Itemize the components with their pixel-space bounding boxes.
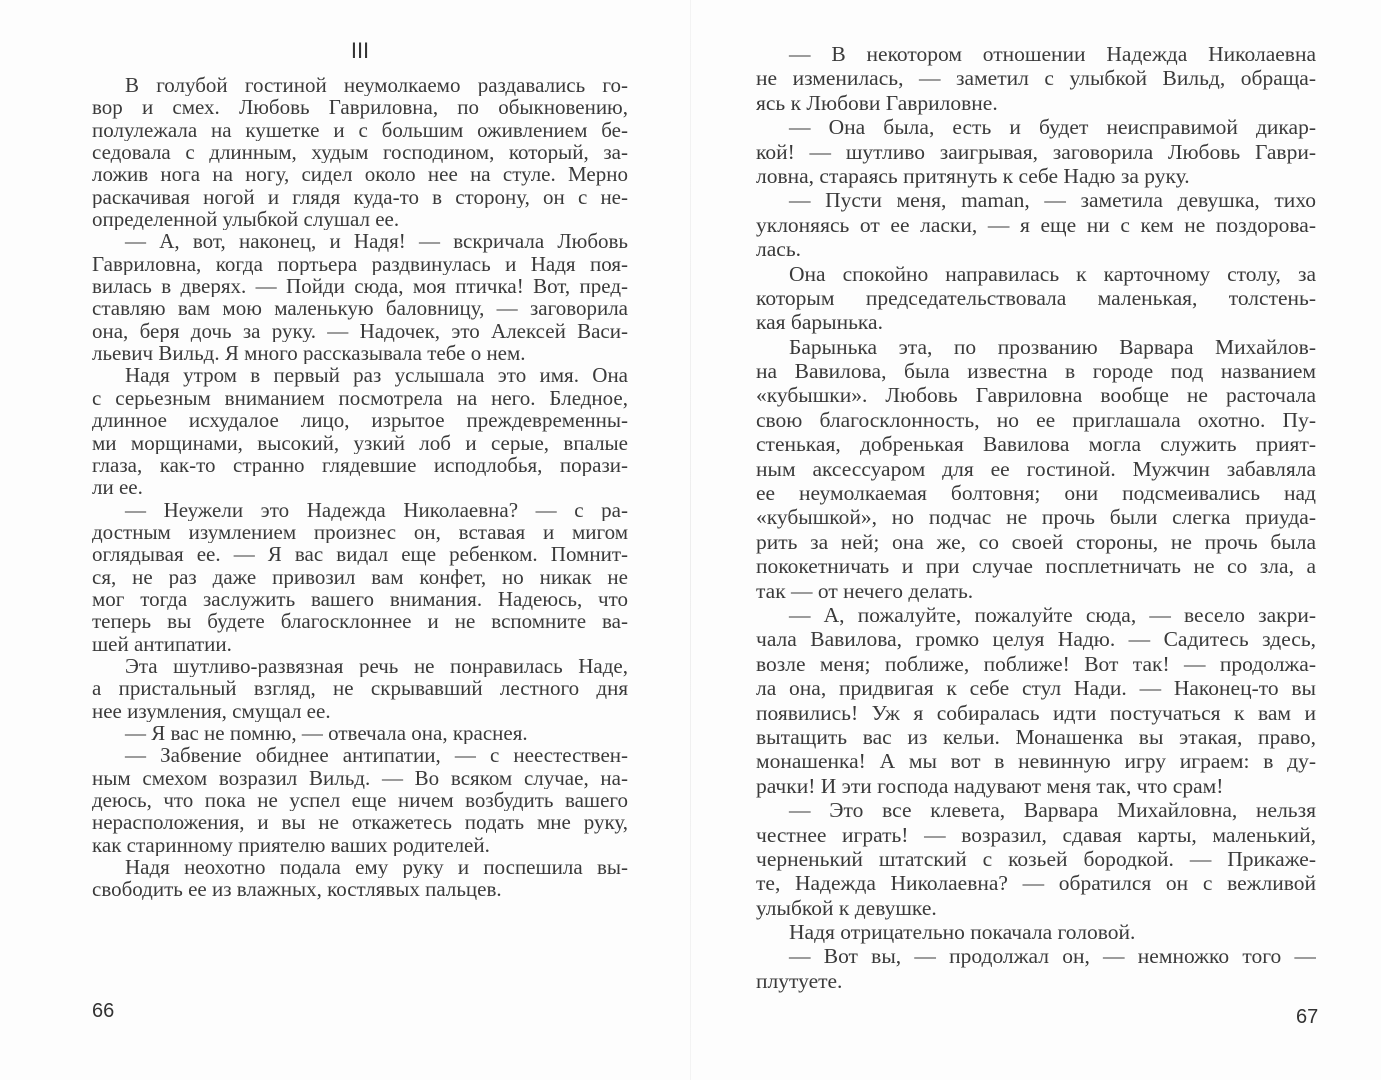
paragraph (756, 262, 1316, 335)
text-line: возле меня; поближе, поближе! Вот так! — продолжа- (756, 651, 1316, 676)
text-line: которым председательствовала маленькая, толстень- (756, 285, 1316, 310)
text-line: глаза, как-то странно глядевшие исподлобья, порази- (92, 453, 628, 477)
text-line: пококетничать и при случае посплетничать не со зла, а (756, 554, 1316, 579)
book-gutter (690, 0, 691, 1080)
text-line: достным изумлением произнес он, вставая и мигом (92, 520, 628, 544)
text-line: «кубышки». Любовь Гавриловна вообще не расточала (756, 383, 1316, 408)
paragraph (756, 603, 1316, 798)
paragraph (92, 230, 628, 364)
text-line: ловна, стараясь притянуть к себе Надю за руку. (756, 163, 1190, 188)
text-line: она, беря дочь за руку. — Надочек, это Алексей Васи- (92, 319, 628, 343)
text-line: ным аксессуаром для ее гостиной. Мужчин забавляла (756, 456, 1316, 481)
text-line: Надя отрицательно покачала головой. (789, 920, 1136, 945)
text-line: ее неумолкаемая болтовня; они подсмеивались над (756, 481, 1316, 506)
text-line: лась. (756, 237, 801, 262)
text-line: — Вот вы, — продолжал он, — немножко того — (789, 944, 1316, 969)
text-line: — Я вас не помню, — отвечала она, краснея. (125, 721, 528, 745)
paragraph (92, 364, 628, 498)
text-line: на Вавилова, была известна в городе под названием (756, 359, 1316, 384)
text-line: чала Вавилова, громко целуя Надю. — Садитесь здесь, (756, 627, 1316, 652)
text-line: раскачивая ногой и глядя куда-то в сторону, он с не- (92, 185, 628, 209)
text-line: Барынька эта, по прозванию Варвара Михайлов- (789, 334, 1316, 359)
chapter-heading: III (350, 38, 370, 63)
text-line: «кубышкой», но подчас не прочь были слегка приуда- (756, 505, 1316, 530)
text-line: нее изумления, смущал ее. (92, 699, 331, 722)
text-line: Она спокойно направилась к карточному столу, за (789, 261, 1316, 286)
text-line: как старинному приятелю ваших родителей. (92, 833, 490, 857)
text-line: рить за ней; она же, со своей стороны, не прочь была (756, 529, 1316, 554)
text-line: свою благосклонность, но ее приглашала охотно. Пу- (756, 407, 1316, 432)
text-line: ным смехом возразил Вильд. — Во всяком случае, на- (92, 766, 628, 789)
text-line: седовала с длинным, худым господином, который, за- (92, 141, 628, 164)
text-line: — А, пожалуйте, пожалуйте сюда, — весело закри- (789, 602, 1316, 627)
text-line: монашенка! А мы вот в невинную игру играем: в ду- (756, 749, 1316, 774)
text-line: — Забвение обиднее антипатии, — с неестествен- (125, 744, 628, 767)
paragraph (756, 188, 1316, 261)
text-line: черненький штатский с козьей бородкой. — Прикаже- (756, 846, 1316, 871)
paragraph (92, 722, 628, 744)
text-line: определенной улыбкой слушал ее. (92, 208, 400, 231)
text-line: — Пусти меня, maman, — заметила девушка, тихо (789, 188, 1316, 213)
text-line: длинное исхудалое лицо, изрытое преждевременны- (92, 409, 628, 432)
text-line: Гавриловна, когда портьера раздвинулась и Надя поя- (92, 252, 628, 276)
text-line: Надя неохотно подала ему руку и поспешила вы- (125, 856, 628, 879)
text-line: — Это все клевета, Варвара Михайловна, нельзя (789, 798, 1316, 823)
text-line: ла она, придвигая к себе стул Нади. — Наконец-то вы (756, 676, 1316, 701)
text-line: кая барынька. (756, 310, 883, 335)
text-line: В голубой гостиной неумолкаемо раздавались го- (125, 74, 628, 97)
text-line: льевич Вильд. Я много рассказывала тебе о нем. (92, 342, 526, 365)
text-line: плутуете. (756, 968, 843, 993)
text-line: деюсь, что пока не успел еще ничем возбудить вашего (92, 789, 628, 812)
text-line: вор и смех. Любовь Гавриловна, по обыкновению, (92, 96, 628, 119)
paragraph (92, 856, 628, 901)
text-line: ставляю вам мою маленькую баловницу, — заговорила (92, 297, 628, 320)
text-line: — Неужели это Надежда Николаевна? — с ра- (125, 498, 628, 521)
text-line: полулежала на кушетке и с большим оживлением бе- (92, 118, 628, 142)
text-line: свободить ее из влажных, костлявых пальцев. (92, 878, 502, 901)
text-line: ми морщинами, высокий, узкий лоб и серые, впалые (92, 431, 628, 454)
text-line: те, Надежда Николаевна? — обратился он с вежливой (756, 871, 1316, 896)
text-line: нерасположения, и вы не откажетесь подать мне руку, (92, 811, 628, 834)
text-line: с серьезным вниманием посмотрела на него. Бледное, (92, 386, 628, 410)
paragraph (756, 335, 1316, 603)
text-line: шей антипатии. (92, 632, 232, 655)
paragraph (756, 944, 1316, 993)
text-line: улыбкой к девушке. (756, 895, 937, 920)
page-number-right: 67 (1296, 1006, 1319, 1028)
paragraph (92, 499, 628, 655)
text-line: кой! — шутливо заигрывая, заговорила Любовь Гаври- (756, 139, 1316, 164)
paragraph (756, 42, 1316, 115)
text-line: ясь к Любови Гавриловне. (756, 90, 998, 115)
left-page-text (92, 74, 628, 901)
text-line: вытащить вас из кельи. Монашенка вы этакая, право, (756, 724, 1316, 749)
page-number-left: 66 (92, 1000, 115, 1022)
text-line: оглядывая ее. — Я вас видал еще ребенком. Помнит- (92, 543, 628, 566)
text-line: появились! Уж я собиралась идти постучаться к вам и (756, 700, 1316, 725)
text-line: честнее играть! — возразил, сдавая карты, маленький, (756, 822, 1316, 847)
text-line: так — от нечего делать. (756, 578, 974, 603)
text-line: вилась в дверях. — Пойди сюда, моя птичка! Вот, пред- (92, 275, 628, 298)
text-line: уклоняясь от ее ласки, — я еще ни с кем не поздорова- (756, 212, 1316, 237)
paragraph (756, 920, 1316, 944)
paragraph (756, 798, 1316, 920)
text-line: — В некотором отношении Надежда Николаевна (789, 42, 1316, 66)
text-line: ся, не раз даже привозил вам конфет, но никак не (92, 565, 628, 588)
right-page-text (756, 42, 1316, 993)
paragraph (92, 744, 628, 856)
text-line: а пристальный взгляд, не скрывавший лестного дня (92, 677, 628, 700)
text-line: не изменилась, — заметил с улыбкой Вильд, обраща- (756, 66, 1316, 91)
text-line: Эта шутливо-развязная речь не понравилась Наде, (125, 654, 628, 678)
text-line: рачки! И эти господа надувают меня так, что срам! (756, 773, 1224, 798)
text-line: ли ее. (92, 476, 143, 499)
paragraph (92, 74, 628, 230)
text-line: стенькая, добренькая Вавилова могла служить прият- (756, 432, 1316, 457)
text-line: Надя утром в первый раз услышала это имя. Она (125, 364, 628, 387)
text-line: ложив нога на ногу, сидел около нее на стуле. Мерно (92, 163, 628, 186)
text-line: мог тогда заслужить вашего внимания. Надеюсь, что (92, 587, 628, 611)
text-line: теперь вы будете благосклоннее и не вспомните ва- (92, 610, 628, 633)
text-line: — Она была, есть и будет неисправимой дикар- (789, 115, 1316, 140)
paragraph (92, 655, 628, 722)
paragraph (756, 115, 1316, 188)
text-line: — А, вот, наконец, и Надя! — вскричала Любовь (125, 230, 628, 253)
